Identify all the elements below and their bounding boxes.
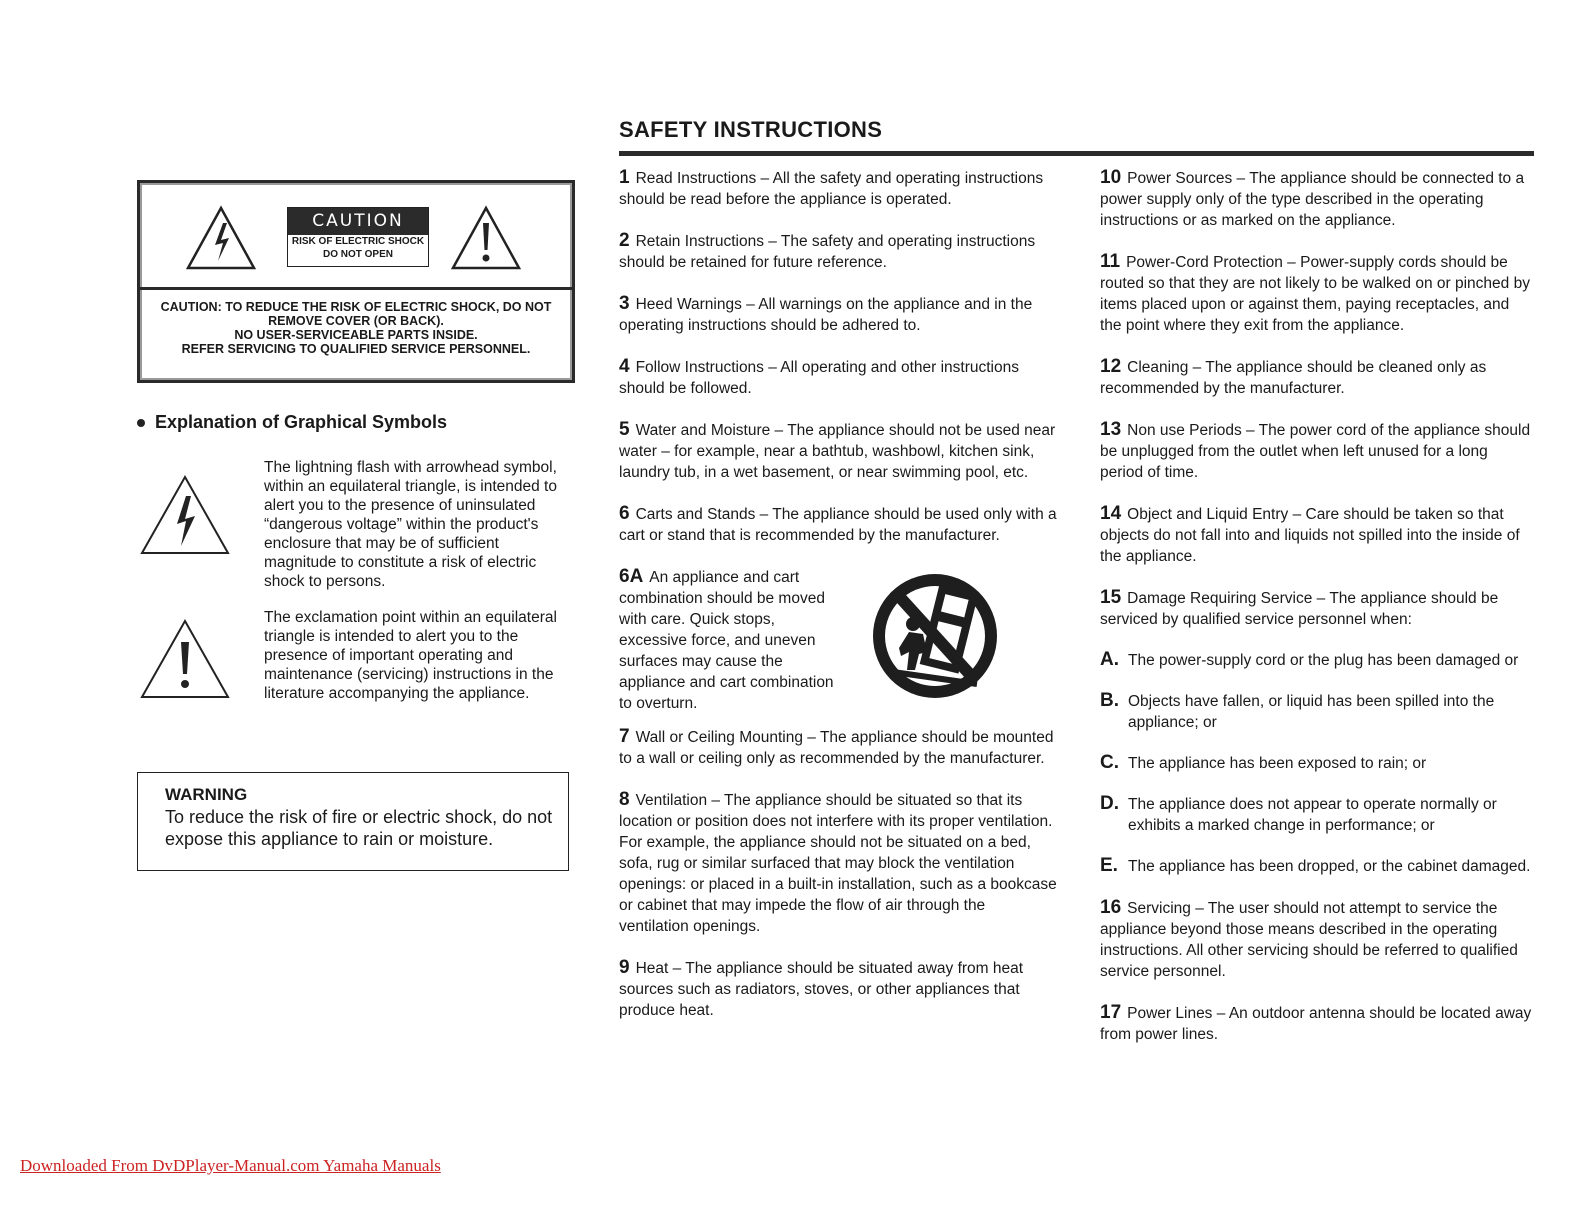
condition-text: The appliance does not appear to operate normally or exhibits a marked change in performance; or <box>1128 796 1497 834</box>
item-text: Non use Periods – The power cord of the appliance should be unplugged from the outlet when left unused for a long period of time. <box>1100 422 1531 481</box>
item-text: Servicing – The user should not attempt to service the appliance beyond those means described in the operating instructions. All other servicing should be referred to qualified service personnel. <box>1100 900 1518 980</box>
item-number: 8 <box>619 789 630 810</box>
instruction-item <box>1100 503 1534 567</box>
condition-letter: E. <box>1100 855 1118 876</box>
instruction-item <box>619 726 1059 769</box>
instruction-item <box>1100 1002 1534 1045</box>
bullet-icon <box>137 419 145 427</box>
instruction-item <box>619 957 1059 1021</box>
caution-box <box>137 180 575 383</box>
item-number: 7 <box>619 726 630 747</box>
caution-line-1: CAUTION: TO REDUCE THE RISK OF ELECTRIC SHOCK, DO NOT <box>160 300 552 314</box>
exclamation-triangle-icon <box>450 205 522 271</box>
instruction-item <box>1100 587 1534 630</box>
item-text: Retain Instructions – The safety and operating instructions should be retained for future reference. <box>619 233 1036 271</box>
instruction-item <box>1100 167 1534 231</box>
lightning-explanation: The lightning flash with arrowhead symbol, within an equilateral triangle, is intended to alert you to the presence of uninsulated “dangerous voltage” within the product's enclosure that may be of sufficient magnitude to constitute a risk of electric shock to persons. <box>264 459 557 590</box>
item-text: Object and Liquid Entry – Care should be taken so that objects do not fall into and liquids not spilled into the inside of the appliance. <box>1100 506 1520 565</box>
service-condition <box>1100 691 1534 733</box>
condition-letter: B. <box>1100 690 1119 711</box>
item-text: Water and Moisture – The appliance should not be used near water – for example, near a bathtub, washbowl, kitchen sink, laundry tub, in a wet basement, or near swimming pool, etc. <box>619 422 1056 481</box>
caution-line-2: REMOVE COVER (OR BACK). <box>268 314 444 328</box>
title-rule <box>619 151 1534 156</box>
condition-letter: D. <box>1100 793 1119 814</box>
caution-text <box>140 300 572 356</box>
instruction-item <box>1100 897 1534 982</box>
item-text: Power-Cord Protection – Power-supply cords should be routed so that they are not likely to be walked on or pinched by items placed upon or against them, paying receptacles, and the point where they exit from the appliance. <box>1100 254 1530 334</box>
item-number: 1 <box>619 167 630 188</box>
service-condition <box>1100 794 1534 836</box>
item-number: 4 <box>619 356 630 377</box>
item-number: 9 <box>619 957 630 978</box>
condition-text: The appliance has been exposed to rain; or <box>1128 755 1427 772</box>
page-title: SAFETY INSTRUCTIONS <box>619 117 883 142</box>
item-number: 2 <box>619 230 630 251</box>
caution-word: CAUTION <box>288 208 428 235</box>
item-text: Power Sources – The appliance should be connected to a power supply only of the type described in the operating instructions or as marked on the appliance. <box>1100 170 1525 229</box>
caution-do-not-open: DO NOT OPEN <box>322 249 393 260</box>
item-text: Heat – The appliance should be situated away from heat sources such as radiators, stoves, or other appliances that produce heat. <box>619 960 1024 1019</box>
download-source-link[interactable]: Downloaded From DvDPlayer-Manual.com Yamaha Manuals <box>20 1156 441 1175</box>
item-text: Carts and Stands – The appliance should be used only with a cart or stand that is recommended by the manufacturer. <box>619 506 1057 544</box>
instruction-item <box>619 293 1059 336</box>
instructions-column-1 <box>619 167 1059 1041</box>
warning-text: To reduce the risk of fire or electric shock, do not expose this appliance to rain or moisture. <box>165 807 553 849</box>
service-condition <box>1100 650 1534 671</box>
condition-letter: C. <box>1100 752 1119 773</box>
item-number: 5 <box>619 419 630 440</box>
item-text: Wall or Ceiling Mounting – The appliance should be mounted to a wall or ceiling only as recommended by the manufacturer. <box>619 729 1054 767</box>
condition-text: The appliance has been dropped, or the cabinet damaged. <box>1128 858 1531 875</box>
cart-warning-icon <box>867 572 1007 702</box>
item-text: Power Lines – An outdoor antenna should be located away from power lines. <box>1100 1005 1532 1043</box>
item-number: 6 <box>619 503 630 524</box>
condition-letter: A. <box>1100 649 1119 670</box>
symbols-heading <box>137 412 447 433</box>
service-condition <box>1100 753 1534 774</box>
item-text: Cleaning – The appliance should be cleaned only as recommended by the manufacturer. <box>1100 359 1487 397</box>
item-6a-text-block <box>619 566 844 714</box>
item-number: 6A <box>619 566 644 587</box>
instructions-column-2 <box>1100 167 1534 1065</box>
instruction-item <box>619 356 1059 399</box>
symbols-heading-text: Explanation of Graphical Symbols <box>155 412 448 432</box>
lightning-triangle-icon <box>185 205 257 271</box>
item-number: 13 <box>1100 419 1122 440</box>
instruction-item <box>619 789 1059 937</box>
item-number: 10 <box>1100 167 1122 188</box>
instruction-item <box>619 419 1059 483</box>
item-number: 15 <box>1100 587 1122 608</box>
caution-line-3: NO USER-SERVICEABLE PARTS INSIDE. <box>234 328 478 342</box>
instruction-item <box>619 503 1059 546</box>
service-condition <box>1100 856 1534 877</box>
caution-risk-text: RISK OF ELECTRIC SHOCK <box>291 236 425 247</box>
condition-text: Objects have fallen, or liquid has been spilled into the appliance; or <box>1128 693 1495 731</box>
lightning-symbol-icon <box>139 474 231 556</box>
instruction-item <box>619 167 1059 210</box>
instruction-item <box>1100 251 1534 336</box>
instruction-item <box>1100 356 1534 399</box>
item-number: 14 <box>1100 503 1122 524</box>
item-text: Heed Warnings – All warnings on the appliance and in the operating instructions should be adhered to. <box>619 296 1033 334</box>
item-number: 11 <box>1100 251 1121 272</box>
caution-label <box>287 207 429 267</box>
instruction-item <box>619 230 1059 273</box>
item-text: Ventilation – The appliance should be situated so that its location or position does not interfere with its proper ventilation. For example, the appliance should not be situated on a bed, sofa, rug or similar surfaced that may block the ventilation openings: or placed in a built-in installation, such as a bookcase or cabinet that may impede the flow of air through the ventilation openings. <box>619 792 1057 935</box>
caution-symbols-row <box>140 183 572 290</box>
exclamation-symbol-icon <box>139 618 231 700</box>
item-number: 16 <box>1100 897 1122 918</box>
item-text: Read Instructions – All the safety and operating instructions should be read before the appliance is operated. <box>619 170 1044 208</box>
item-text: An appliance and cart combination should be moved with care. Quick stops, excessive force, and uneven surfaces may cause the appliance and cart combination to overturn. <box>619 569 834 712</box>
item-text: Follow Instructions – All operating and other instructions should be followed. <box>619 359 1019 397</box>
condition-text: The power-supply cord or the plug has been damaged or <box>1128 652 1519 669</box>
caution-line-4: REFER SERVICING TO QUALIFIED SERVICE PERSONNEL. <box>181 342 531 356</box>
instruction-item-6a <box>619 566 1059 712</box>
warning-title: WARNING <box>165 785 248 804</box>
item-number: 12 <box>1100 356 1122 377</box>
item-number: 17 <box>1100 1002 1122 1023</box>
item-text: Damage Requiring Service – The appliance should be serviced by qualified service personnel when: <box>1100 590 1499 628</box>
warning-box <box>137 772 569 871</box>
exclamation-explanation: The exclamation point within an equilateral triangle is intended to alert you to the presence of important operating and maintenance (servicing) instructions in the literature accompanying the appliance. <box>264 609 557 702</box>
item-number: 3 <box>619 293 630 314</box>
instruction-item <box>1100 419 1534 483</box>
